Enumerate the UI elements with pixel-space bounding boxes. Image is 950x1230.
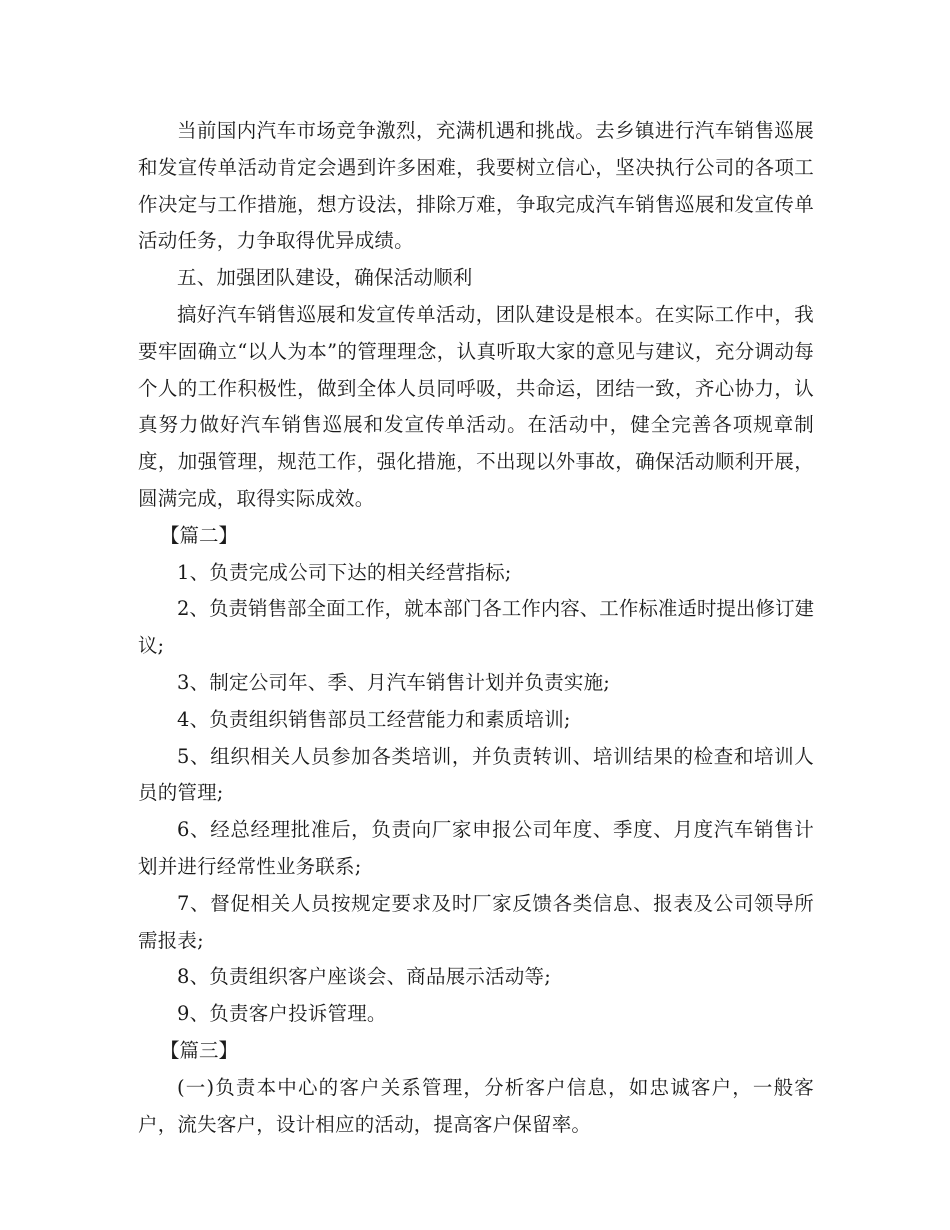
list-item-1: 1、负责完成公司下达的相关经营指标;: [177, 560, 512, 584]
document-body: [138, 113, 814, 1143]
list-item-4: 4、负责组织销售部员工经营能力和素质培训;: [177, 707, 571, 731]
paragraph-market-competition: 当前国内汽车市场竞争激烈，充满机遇和挑战。去乡镇进行汽车销售巡展和发宣传单活动肯定会遇到许多困难，我要树立信心，坚决执行公司的各项工作决定与工作措施，想方设法，排除万难，争取完成汽车销售巡展和发宣传单活动任务，力争取得优异成绩。: [138, 119, 814, 253]
part-three-marker: 【篇三】: [160, 1038, 239, 1062]
paragraph-customer-relations: (一)负责本中心的客户关系管理，分析客户信息，如忠诚客户，一般客户，流失客户，设计相应的活动，提高客户保留率。: [138, 1075, 814, 1136]
list-item-9: 9、负责客户投诉管理。: [177, 1002, 387, 1026]
list-item-2: 2、负责销售部全面工作，就本部门各工作内容、工作标准适时提出修订建议;: [138, 597, 814, 658]
list-item-7: 7、督促相关人员按规定要求及时厂家反馈各类信息、报表及公司领导所需报表;: [138, 891, 814, 952]
section-heading-team-building: 五、加强团队建设，确保活动顺利: [177, 266, 473, 290]
list-item-8: 8、负责组织客户座谈会、商品展示活动等;: [177, 965, 551, 989]
list-item-5: 5、组织相关人员参加各类培训，并负责转训、培训结果的检查和培训人员的管理;: [138, 744, 814, 805]
list-item-6: 6、经总经理批准后，负责向厂家申报公司年度、季度、月度汽车销售计划并进行经常性业务联系;: [138, 818, 814, 878]
part-two-marker: 【篇二】: [160, 523, 239, 547]
list-item-3: 3、制定公司年、季、月汽车销售计划并负责实施;: [177, 670, 611, 694]
paragraph-team-building: 搞好汽车销售巡展和发宣传单活动，团队建设是根本。在实际工作中，我要牢固确立“以人为本”的管理理念，认真听取大家的意见与建议，充分调动每个人的工作积极性，做到全体人员同呼吸，共命运，团结一致，齐心协力，认真努力做好汽车销售巡展和发宣传单活动。在活动中，健全完善各项规章制度，加强管理，规范工作，强化措施，不出现以外事故，确保活动顺利开展，圆满完成，取得实际成效。: [138, 302, 814, 510]
